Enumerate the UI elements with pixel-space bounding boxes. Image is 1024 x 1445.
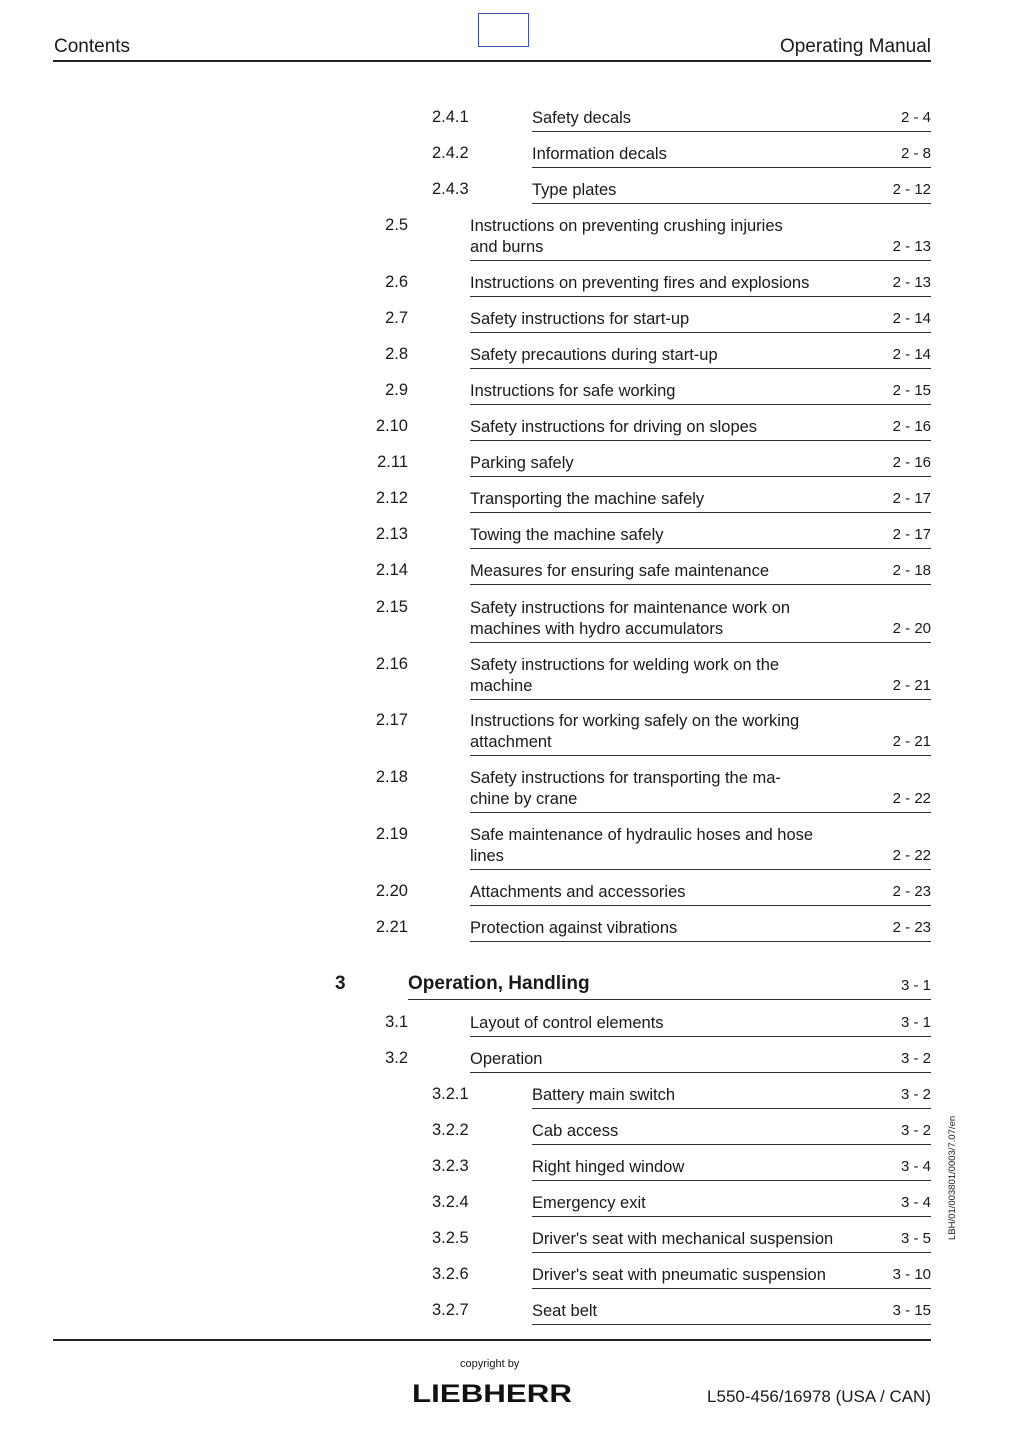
toc-entry-title: Instructions for working safely on the working attachment xyxy=(470,712,800,751)
toc-entry-page: 3 - 15 xyxy=(892,1302,931,1319)
toc-entry-page: 2 - 21 xyxy=(892,677,931,694)
toc-entry-number: 2.13 xyxy=(375,525,408,543)
toc-entry-underline xyxy=(470,755,931,756)
toc-entry-page: 2 - 4 xyxy=(900,109,931,126)
toc-entry-title: Instructions on preventing crushing injuries and burns xyxy=(470,217,783,256)
toc-entry-underline xyxy=(532,1216,931,1217)
toc-entry-underline xyxy=(470,905,931,906)
toc-entry-underline xyxy=(470,1072,931,1073)
toc-entry-page: 3 - 1 xyxy=(900,1014,931,1031)
toc-entry[interactable] xyxy=(0,381,931,410)
toc-entry[interactable] xyxy=(0,108,931,137)
toc-entry-title: Safety instructions for transporting the ma- chine by crane xyxy=(470,769,781,808)
toc-entry[interactable] xyxy=(0,1085,931,1114)
toc-entry[interactable] xyxy=(0,216,931,266)
toc-entry-title: Safety instructions for start-up xyxy=(470,310,690,328)
toc-entry-underline xyxy=(532,131,931,132)
toc-entry-underline xyxy=(470,296,931,297)
toc-entry[interactable] xyxy=(0,1013,931,1042)
toc-entry-underline xyxy=(408,999,931,1000)
toc-entry-page: 2 - 20 xyxy=(892,620,931,637)
toc-entry-number: 2.16 xyxy=(375,655,408,673)
toc-entry-title: Seat belt xyxy=(532,1302,598,1320)
toc-entry-title: Safety instructions for welding work on the machine xyxy=(470,656,780,695)
toc-entry-underline xyxy=(470,869,931,870)
toc-entry-page: 2 - 12 xyxy=(892,181,931,198)
toc-entry[interactable] xyxy=(0,1121,931,1150)
toc-entry-title: Right hinged window xyxy=(532,1158,685,1176)
toc-entry-title: Driver's seat with mechanical suspension xyxy=(532,1230,834,1248)
toc-entry-number: 2.12 xyxy=(375,489,408,507)
footer-rule xyxy=(53,1339,931,1341)
toc-entry-underline xyxy=(532,1180,931,1181)
toc-entry-title: Operation xyxy=(470,1050,543,1068)
copyright-label: copyright by xyxy=(460,1358,520,1370)
toc-entry-page: 3 - 10 xyxy=(892,1266,931,1283)
toc-entry[interactable] xyxy=(0,180,931,209)
liebherr-logo xyxy=(412,1380,574,1411)
header-rule xyxy=(53,60,931,62)
toc-entry-number: 2.17 xyxy=(375,711,408,729)
toc-entry-underline xyxy=(470,548,931,549)
toc-entry-underline xyxy=(470,812,931,813)
toc-entry[interactable] xyxy=(0,489,931,518)
toc-entry[interactable] xyxy=(0,1301,931,1330)
toc-entry-number: 2.20 xyxy=(375,882,408,900)
toc-entry[interactable] xyxy=(0,144,931,173)
toc-entry-number: 2.15 xyxy=(375,598,408,616)
toc-entry-page: 2 - 13 xyxy=(892,238,931,255)
toc-entry[interactable] xyxy=(0,711,931,761)
toc-entry-number: 2.11 xyxy=(377,453,408,471)
toc-entry-title: Layout of control elements xyxy=(470,1014,664,1032)
toc-entry-number: 2.6 xyxy=(385,273,408,291)
toc-entry[interactable] xyxy=(0,1193,931,1222)
toc-entry-title: Cab access xyxy=(532,1122,619,1140)
toc-entry-title: Protection against vibrations xyxy=(470,919,678,937)
toc-entry-number: 3.2.2 xyxy=(432,1121,469,1139)
toc-entry-number: 3.1 xyxy=(385,1013,408,1031)
toc-entry-title: Instructions on preventing fires and explosions xyxy=(470,274,810,292)
toc-entry-title: Information decals xyxy=(532,145,667,163)
toc-entry-title: Driver's seat with pneumatic suspension xyxy=(532,1266,826,1284)
toc-entry-title: Safety decals xyxy=(532,109,632,127)
toc-entry-underline xyxy=(532,203,931,204)
toc-entry-number: 3.2.3 xyxy=(432,1157,469,1175)
toc-entry-title: Instructions for safe working xyxy=(470,382,676,400)
toc-entry-page: 2 - 15 xyxy=(892,382,931,399)
toc-entry[interactable] xyxy=(0,1229,931,1258)
toc-entry[interactable] xyxy=(0,561,931,590)
toc-entry-number: 3.2.5 xyxy=(432,1229,469,1247)
toc-entry[interactable] xyxy=(0,598,931,648)
toc-entry-page: 2 - 14 xyxy=(892,346,931,363)
toc-entry-number: 3 xyxy=(335,973,346,994)
toc-entry-underline xyxy=(470,440,931,441)
toc-entry-page: 2 - 22 xyxy=(892,847,931,864)
toc-entry-number: 2.4.2 xyxy=(432,144,469,162)
toc-entry[interactable] xyxy=(0,309,931,338)
toc-entry-page: 3 - 5 xyxy=(900,1230,931,1247)
toc-entry-underline xyxy=(532,1288,931,1289)
toc-entry-underline xyxy=(470,512,931,513)
toc-entry-page: 2 - 8 xyxy=(900,145,931,162)
toc-entry-page: 3 - 1 xyxy=(900,977,931,994)
toc-entry-number: 2.14 xyxy=(375,561,408,579)
document-number: L550-456/16978 (USA / CAN) xyxy=(707,1387,931,1406)
toc-entry-underline xyxy=(470,332,931,333)
toc-entry-page: 3 - 4 xyxy=(900,1194,931,1211)
toc-entry-page: 2 - 18 xyxy=(892,562,931,579)
toc-entry-number: 3.2.1 xyxy=(432,1085,469,1103)
toc-entry-title: Emergency exit xyxy=(532,1194,646,1212)
toc-entry-title: Attachments and accessories xyxy=(470,883,686,901)
toc-entry-title: Safe maintenance of hydraulic hoses and hose lines xyxy=(470,826,814,865)
document-side-id: LBH/01/003801/0003/7.07/en xyxy=(947,1115,958,1240)
toc-entry-number: 2.19 xyxy=(375,825,408,843)
toc-entry-underline xyxy=(532,1324,931,1325)
toc-entry-number: 2.4.3 xyxy=(432,180,469,198)
toc-entry-underline xyxy=(470,404,931,405)
toc-entry-number: 2.4.1 xyxy=(432,108,469,126)
toc-entry-title: Parking safely xyxy=(470,454,574,472)
toc-entry-underline xyxy=(532,167,931,168)
toc-entry-title: Safety precautions during start-up xyxy=(470,346,718,364)
toc-entry-number: 3.2.6 xyxy=(432,1265,469,1283)
toc-entry-underline xyxy=(470,368,931,369)
toc-entry[interactable] xyxy=(0,345,931,374)
toc-entry-page: 2 - 21 xyxy=(892,733,931,750)
toc-entry-page: 2 - 13 xyxy=(892,274,931,291)
header-manual-title: Operating Manual xyxy=(779,36,931,57)
toc-entry-underline xyxy=(470,476,931,477)
toc-entry-number: 2.5 xyxy=(385,216,408,234)
toc-entry-underline xyxy=(532,1252,931,1253)
toc-entry[interactable] xyxy=(0,973,931,1005)
toc-entry-underline xyxy=(470,1036,931,1037)
toc-entry-number: 2.7 xyxy=(385,309,408,327)
toc-entry[interactable] xyxy=(0,417,931,446)
toc-entry[interactable] xyxy=(0,1157,931,1186)
toc-entry-number: 2.21 xyxy=(375,918,408,936)
toc-entry[interactable] xyxy=(0,825,931,875)
toc-entry-underline xyxy=(470,584,931,585)
toc-entry-title: Towing the machine safely xyxy=(470,526,664,544)
header-section-title: Contents xyxy=(54,36,131,57)
toc-entry[interactable] xyxy=(0,273,931,302)
toc-entry-title: Operation, Handling xyxy=(408,973,590,994)
toc-entry-page: 2 - 14 xyxy=(892,310,931,327)
toc-entry-number: 3.2.7 xyxy=(432,1301,469,1319)
toc-entry-title: Type plates xyxy=(532,181,617,199)
toc-entry-page: 3 - 2 xyxy=(900,1122,931,1139)
toc-entry-page: 3 - 2 xyxy=(900,1050,931,1067)
toc-entry-page: 2 - 16 xyxy=(892,454,931,471)
toc-entry[interactable] xyxy=(0,882,931,911)
toc-entry-number: 3.2.4 xyxy=(432,1193,469,1211)
toc-entry-page: 2 - 23 xyxy=(892,883,931,900)
toc-entry[interactable] xyxy=(0,1049,931,1078)
toc-entry-title: Safety instructions for maintenance work on machines with hydro accumulators xyxy=(470,599,791,638)
toc-entry-page: 2 - 16 xyxy=(892,418,931,435)
toc-entry[interactable] xyxy=(0,453,931,482)
toc-entry[interactable] xyxy=(0,1265,931,1294)
toc-entry-page: 2 - 23 xyxy=(892,919,931,936)
toc-entry-title: Battery main switch xyxy=(532,1086,676,1104)
toc-entry-title: Safety instructions for driving on slopes xyxy=(470,418,758,436)
toc-entry-page: 3 - 2 xyxy=(900,1086,931,1103)
toc-entry-underline xyxy=(470,642,931,643)
header-frame-box xyxy=(478,13,529,47)
toc-entry-underline xyxy=(470,699,931,700)
toc-entry-title: Transporting the machine safely xyxy=(470,490,705,508)
toc-entry-number: 2.8 xyxy=(385,345,408,363)
toc-entry-page: 3 - 4 xyxy=(900,1158,931,1175)
svg-text:LIEBHERR: LIEBHERR xyxy=(412,1380,572,1406)
toc-entry-underline xyxy=(532,1144,931,1145)
toc-entry-number: 2.10 xyxy=(375,417,408,435)
toc-entry[interactable] xyxy=(0,768,931,818)
toc-entry-number: 3.2 xyxy=(385,1049,408,1067)
toc-entry-page: 2 - 17 xyxy=(892,490,931,507)
toc-entry-underline xyxy=(470,260,931,261)
toc-entry[interactable] xyxy=(0,918,931,947)
toc-entry-title: Measures for ensuring safe maintenance xyxy=(470,562,769,580)
toc-entry-number: 2.9 xyxy=(385,381,408,399)
toc-entry-underline xyxy=(532,1108,931,1109)
toc-entry[interactable] xyxy=(0,655,931,705)
toc-entry-page: 2 - 22 xyxy=(892,790,931,807)
toc-entry-underline xyxy=(470,941,931,942)
toc-entry-page: 2 - 17 xyxy=(892,526,931,543)
toc-entry-number: 2.18 xyxy=(375,768,408,786)
toc-entry[interactable] xyxy=(0,525,931,554)
